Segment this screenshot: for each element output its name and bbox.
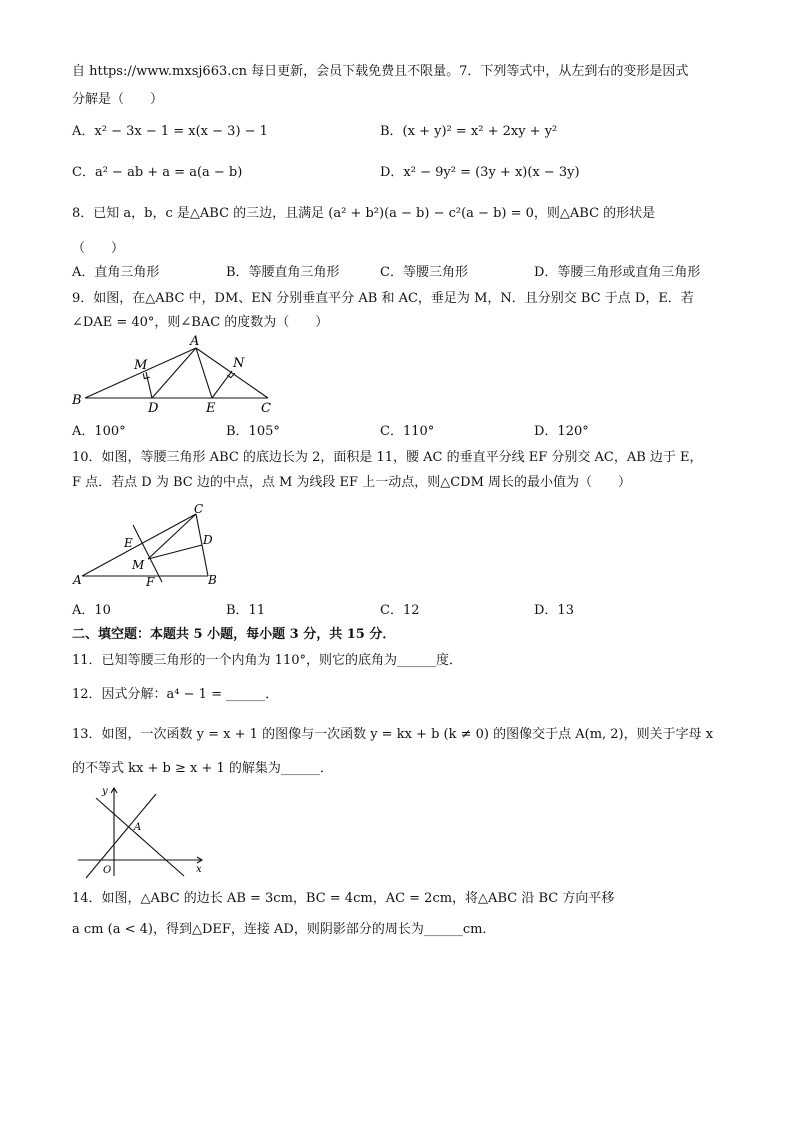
q10-label-d: D — [203, 533, 213, 547]
q9-label-n: N — [233, 356, 245, 371]
q9-option-a: A．100° — [72, 424, 126, 439]
q13-label-a: A — [134, 822, 142, 833]
q9-label-c: C — [261, 401, 271, 414]
q8-option-c: C．等腰三角形 — [380, 265, 468, 280]
q13-stem-1: 13．如图，一次函数 y = x + 1 的图像与一次函数 y = kx + b (k ≠ 0) 的图像交于点 A(m, 2)，则关于字母 x — [72, 727, 714, 742]
q7-option-d: D．x² − 9y² = (3y + x)(x − 3y) — [380, 165, 580, 180]
q10-label-f: F — [146, 575, 155, 589]
q8-option-d: D．等腰三角形或直角三角形 — [534, 265, 701, 280]
q9-label-m: M — [134, 358, 148, 373]
q9-label-d: D — [148, 401, 159, 414]
header-line: 自 https://www.mxsj663.cn 每日更新，会员下载免费且不限量。7．下列等式中，从左到右的变形是因式 — [72, 64, 689, 79]
q10-label-b: B — [208, 573, 217, 587]
q7-stem-cont: 分解是（ ） — [72, 92, 164, 107]
q8-option-b: B．等腰直角三角形 — [226, 265, 340, 280]
q9-option-d: D．120° — [534, 424, 589, 439]
q7-option-c: C．a² − ab + a = a(a − b) — [72, 165, 243, 180]
q14-stem-2: a cm (a < 4)，得到△DEF，连接 AD，则阴影部分的周长为______cm． — [72, 922, 496, 937]
q9-option-b: B．105° — [226, 424, 280, 439]
q12: 12．因式分解：a⁴ − 1 = ______． — [72, 687, 279, 702]
q10-label-a: A — [73, 573, 82, 587]
section-heading: 二、填空题：本题共 5 小题，每小题 3 分，共 15 分． — [72, 627, 396, 642]
q11: 11．已知等腰三角形的一个内角为 110°，则它的底角为______度． — [72, 653, 462, 668]
q10-figure — [70, 500, 230, 590]
q10-option-b: B．11 — [226, 603, 266, 618]
q10-option-a: A．10 — [72, 603, 111, 618]
q9-stem-1: 9．如图，在△ABC 中，DM、EN 分别垂直平分 AB 和 AC，垂足为 M，N．且分别交 BC 于点 D，E．若 — [72, 291, 694, 306]
q9-stem-2: ∠DAE = 40°，则∠BAC 的度数为（ ） — [72, 315, 329, 330]
q13-stem-2: 的不等式 kx + b ≥ x + 1 的解集为______． — [72, 761, 333, 776]
q8-option-a: A．直角三角形 — [72, 265, 160, 280]
q10-option-c: C．12 — [380, 603, 420, 618]
q9-label-b: B — [72, 393, 82, 408]
q9-label-a: A — [190, 334, 200, 349]
q8-paren: （ ） — [72, 241, 125, 256]
q13-figure — [74, 780, 214, 880]
q9-figure — [70, 332, 280, 414]
q13-label-o: O — [103, 865, 112, 876]
q13-label-y: y — [102, 786, 108, 797]
q9-option-c: C．110° — [380, 424, 435, 439]
q8-stem: 8．已知 a，b，c 是△ABC 的三边，且满足 (a² + b²)(a − b) − c²(a − b) = 0，则△ABC 的形状是 — [72, 206, 656, 221]
q10-stem-1: 10．如图，等腰三角形 ABC 的底边长为 2，面积是 11，腰 AC 的垂直平分线 EF 分别交 AC，AB 边于 E， — [72, 450, 703, 465]
q10-label-c: C — [194, 502, 204, 516]
q7-option-b: B．(x + y)² = x² + 2xy + y² — [380, 124, 558, 139]
q10-label-e: E — [124, 536, 133, 550]
q14-stem-1: 14．如图，△ABC 的边长 AB = 3cm，BC = 4cm，AC = 2cm，将△ABC 沿 BC 方向平移 — [72, 891, 615, 906]
q10-label-m: M — [132, 558, 145, 572]
q7-option-a: A．x² − 3x − 1 = x(x − 3) − 1 — [72, 124, 268, 139]
q13-label-x: x — [196, 864, 202, 875]
q9-label-e: E — [206, 401, 216, 414]
q10-stem-2: F 点．若点 D 为 BC 边的中点，点 M 为线段 EF 上一动点，则△CDM 周长的最小值为（ ） — [72, 475, 632, 490]
q10-option-d: D．13 — [534, 603, 574, 618]
